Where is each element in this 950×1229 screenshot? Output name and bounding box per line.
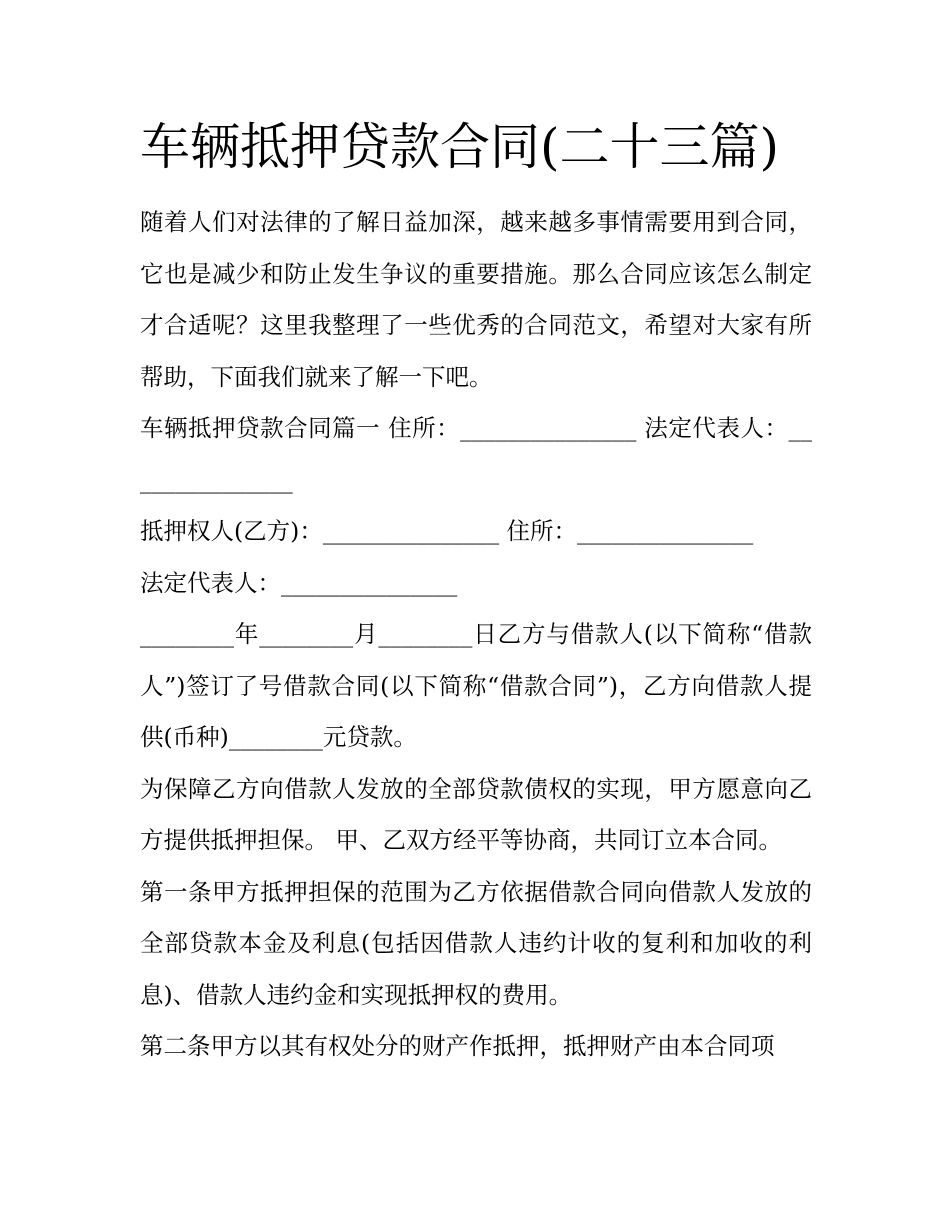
document-title: 车辆抵押贷款合同(二十三篇) xyxy=(140,118,780,176)
paragraph-intro: 随着人们对法律的了解日益加深，越来越多事情需要用到合同，它也是减少和防止发生争议的重要措施。那么合同应该怎么制定才合适呢？这里我整理了一些优秀的合同范文，希望对大家有所帮助，下面我们就来了解一下吧。 xyxy=(140,208,812,391)
paragraph-party-a: 车辆抵押贷款合同篇一 住所：_______________ 法定代表人：_______________ xyxy=(140,414,812,494)
paragraph-article-1: 第一条甲方抵押担保的范围为乙方依据借款合同向借款人发放的全部贷款本金及利息(包括因借款人违约计收的复利和加收的利息)、借款人违约金和实现抵押权的费用。 xyxy=(140,877,812,1009)
paragraph-legal-rep: 法定代表人：_______________ xyxy=(140,568,458,597)
paragraph-mortgagee: 抵押权人(乙方)：_______________ 住所：_______________ xyxy=(140,517,754,545)
document-body xyxy=(140,197,812,1073)
paragraph-article-2: 第二条甲方以其有权处分的财产作抵押，抵押财产由本合同项 xyxy=(140,1032,775,1060)
paragraph-guarantee-purpose: 为保障乙方向借款人发放的全部贷款债权的实现，甲方愿意向乙方提供抵押担保。 甲、乙双方经平等协商，共同订立本合同。 xyxy=(140,774,812,854)
paragraph-loan-contract: ________年________月________日乙方与借款人(以下简称“借款人”)签订了号借款合同(以下简称“借款合同”)，乙方向借款人提供(币种)________元贷款。 xyxy=(140,620,812,751)
